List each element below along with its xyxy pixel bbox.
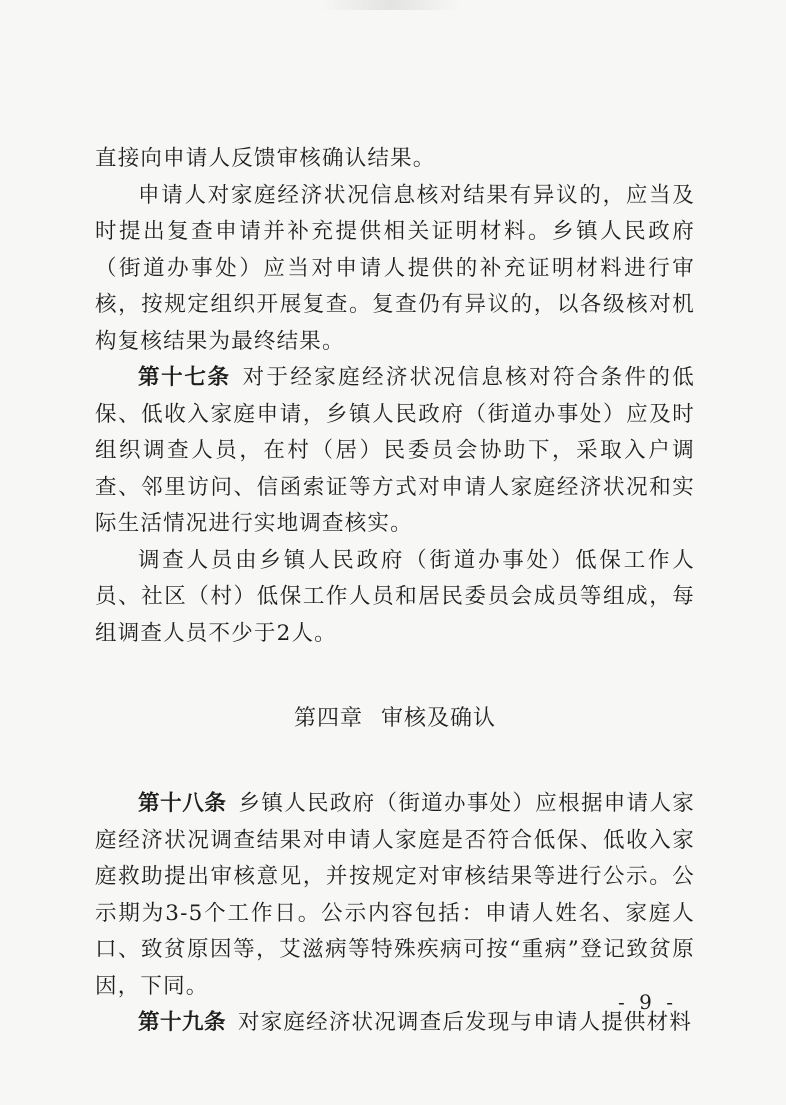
paragraph-text: 申请人对家庭经济状况信息核对结果有异议的，应当及时提出复查申请并补充提供相关证明材料。乡镇人民政府（街道办事处）应当对申请人提供的补充证明材料进行审核，按规定组织开展复查。复查仍有异议的，以各级核对机构复核结果为最终结果。 [95, 182, 695, 354]
article-number: 第十七条 [138, 365, 231, 390]
article-18 [95, 786, 695, 1005]
paragraph-text: 对于经家庭经济状况信息核对符合条件的低保、低收入家庭申请，乡镇人民政府（街道办事处）应及时组织调查人员，在村（居）民委员会协助下，采取入户调查、邻里访问、信函索证等方式对申请人家庭经济状况和实际生活情况进行实地调查核实。 [95, 365, 695, 536]
paragraph-text: 乡镇人民政府（街道办事处）应根据申请人家庭经济状况调查结果对申请人家庭是否符合低保、低收入家庭救助提出审核意见，并按规定对审核结果等进行公示。公示期为3-5个工作日。公示内容包括：申请人姓名、家庭人口、致贫原因等，艾滋病等特殊疾病可按“重病”登记致贫原因，下同。 [95, 791, 695, 999]
paragraph-investigators [95, 543, 695, 653]
document-body [95, 141, 695, 1042]
chapter-title: 审核及确认 [381, 706, 497, 731]
page-number: - 9 - [618, 990, 677, 1014]
paragraph-text: 调查人员由乡镇人民政府（街道办事处）低保工作人员、社区（村）低保工作人员和居民委员会成员等组成，每组调查人员不少于2人。 [95, 547, 695, 646]
scan-artifact [320, 0, 460, 10]
article-number: 第十八条 [138, 791, 227, 816]
paragraph-text: 对家庭经济状况调查后发现与申请人提供材料 [238, 1010, 693, 1035]
article-19 [95, 1005, 695, 1042]
chapter-heading [95, 701, 695, 737]
article-number: 第十九条 [138, 1010, 227, 1035]
paragraph-objection [95, 178, 695, 361]
paragraph-text: 直接向申请人反馈审核确认结果。 [95, 146, 436, 171]
paragraph-continuation [95, 141, 695, 178]
chapter-number: 第四章 [293, 706, 363, 731]
article-17 [95, 360, 695, 543]
